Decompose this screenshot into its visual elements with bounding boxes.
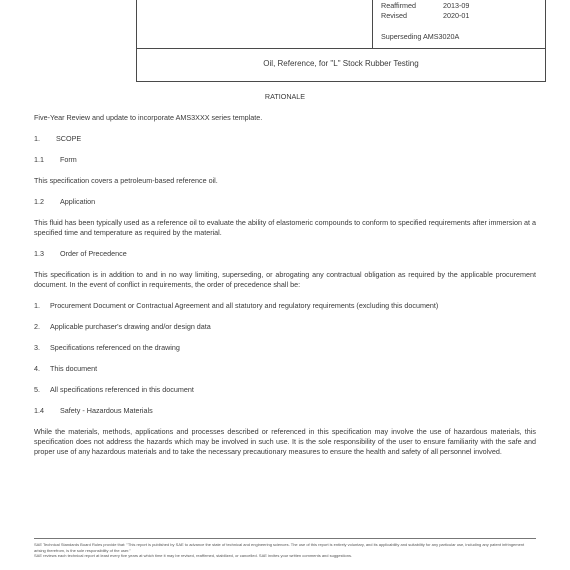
rationale-heading: RATIONALE — [264, 92, 306, 101]
list-item-text: This document — [50, 364, 98, 373]
rationale-text: Five-Year Review and update to incorporate AMS3XXX series template. — [34, 113, 263, 122]
revised-label: Revised — [381, 11, 407, 20]
subsection-title: Application — [60, 197, 96, 206]
reaffirmed-row — [381, 1, 469, 11]
footer-line: SAE reviews each technical report at least every five years at which time it may be revised, reaffirmed, stabilized, or cancelled. SAE invites your written comments and suggestions. — [34, 553, 353, 559]
list-item-number: 5. — [34, 385, 40, 394]
list-item-text: Specifications referenced on the drawing — [50, 343, 180, 352]
revised-date: 2020-01 — [443, 11, 470, 20]
list-item — [34, 301, 536, 311]
subsection-form — [34, 155, 536, 165]
list-item-number: 3. — [34, 343, 40, 352]
subsection-title: Order of Precedence — [60, 249, 127, 258]
safety-text: While the materials, methods, applications and processes described or referenced in this specification may involve the use of hazardous materials, this specification does not address the hazards which may be involved in such use. It is the sole responsibility of the user to ensure familiarity with the safe and proper use of any hazardous materials and to take the necessary precautionary measures to ensure the health and safety of all personnel involved. — [34, 427, 536, 456]
subsection-number: 1.4 — [34, 406, 44, 415]
footer-notice — [34, 538, 536, 559]
section-number: 1. — [34, 134, 40, 143]
precedence-text: This specification is in addition to and in no way limiting, superseding, or abrogating any contractual obligation as required by the applicable procurement document. In the event of conflict in requirements, the order of precedence shall be: — [34, 270, 536, 289]
subsection-application — [34, 197, 536, 207]
reaffirmed-label: Reaffirmed — [381, 1, 417, 10]
list-item-number: 4. — [34, 364, 40, 373]
list-item-text: All specifications referenced in this document — [50, 385, 194, 394]
document-status-block — [381, 1, 469, 42]
footer-rule — [34, 538, 536, 539]
reaffirmed-date: 2013-09 — [443, 1, 470, 10]
subsection-number: 1.2 — [34, 197, 44, 206]
subsection-title: Safety - Hazardous Materials — [60, 406, 153, 415]
header-box — [136, 0, 546, 82]
list-item-text: Procurement Document or Contractual Agreement and all statutory and regulatory requirements (excluding this document) — [50, 301, 439, 310]
subsection-number: 1.3 — [34, 249, 44, 258]
list-item-number: 1. — [34, 301, 40, 310]
header-vertical-divider — [372, 0, 373, 49]
list-item — [34, 322, 536, 332]
footer-line: SAE Technical Standards Board Rules provide that: "This report is published by SAE to advance the state of technical and engineering sciences. The use of this report is entirely voluntary, and its applicability and suitability for any particular use, including any patent infringement arising therefrom, is the sole responsibility of the user." — [34, 542, 525, 553]
superseding-note: Superseding AMS3020A — [381, 32, 460, 41]
subsection-order-of-precedence — [34, 249, 536, 259]
document-title: Oil, Reference, for "L" Stock Rubber Testing — [263, 59, 419, 68]
list-item — [34, 385, 536, 395]
section-title: SCOPE — [56, 134, 82, 143]
list-item-text: Applicable purchaser's drawing and/or design data — [50, 322, 211, 331]
application-text: This fluid has been typically used as a reference oil to evaluate the ability of elastomeric compounds to conform to specified requirements after immersion at a specified time and temperature as required by the material. — [34, 218, 536, 237]
list-item — [34, 364, 536, 374]
subsection-safety — [34, 406, 536, 416]
header-horizontal-divider — [137, 48, 545, 49]
list-item-number: 2. — [34, 322, 40, 331]
section-scope — [34, 134, 536, 144]
document-body — [34, 92, 536, 457]
form-text: This specification covers a petroleum-based reference oil. — [34, 176, 218, 185]
precedence-list — [34, 301, 536, 395]
subsection-title: Form — [60, 155, 77, 164]
subsection-number: 1.1 — [34, 155, 44, 164]
revised-row — [381, 11, 469, 21]
list-item — [34, 343, 536, 353]
